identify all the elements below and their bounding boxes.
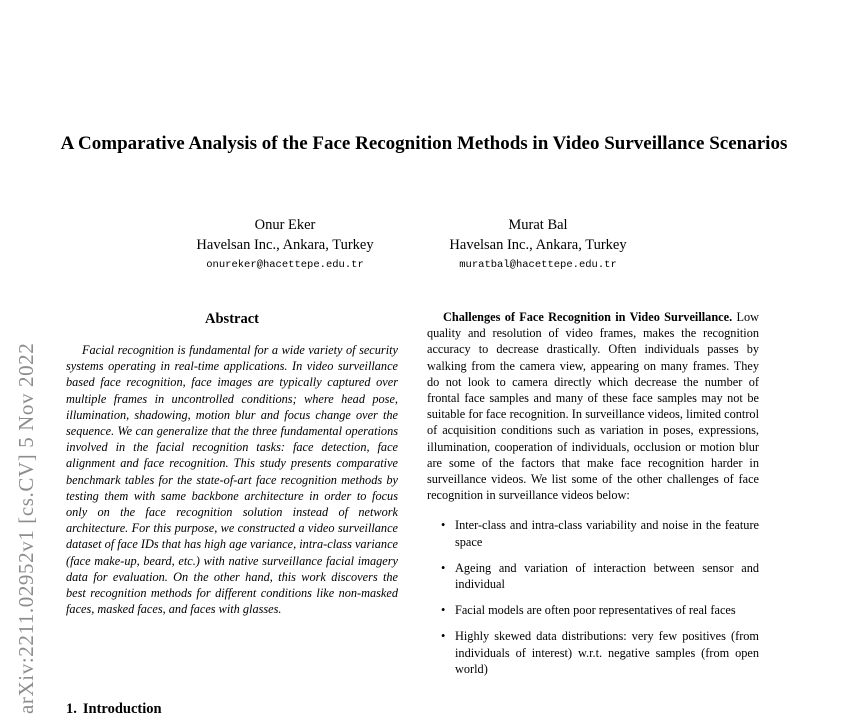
bullet-icon: • xyxy=(441,629,446,644)
left-column xyxy=(66,309,398,617)
author-affiliation: Havelsan Inc., Ankara, Turkey xyxy=(449,237,627,253)
section-title: Introduction xyxy=(82,701,162,717)
list-item xyxy=(427,560,759,592)
challenges-heading: Challenges of Face Recognition in Video Surveillance. xyxy=(443,310,733,324)
author-email: onureker@hacettepe.edu.tr xyxy=(206,259,364,271)
arxiv-stamp: arXiv:2211.02952v1 [cs.CV] 5 Nov 2022 xyxy=(14,342,38,714)
list-item-text: Ageing and variation of interaction between sensor and individual xyxy=(455,560,759,592)
author-name: Murat Bal xyxy=(508,217,568,233)
bullet-icon: • xyxy=(441,603,446,618)
section-number: 1. xyxy=(66,701,77,717)
bullet-icon: • xyxy=(441,518,446,533)
author-affiliation: Havelsan Inc., Ankara, Turkey xyxy=(196,237,374,253)
section-heading-introduction xyxy=(66,700,162,718)
list-item xyxy=(427,602,759,618)
author-block-2 xyxy=(413,216,663,275)
challenges-text: Low quality and resolution of video frames, makes the recognition accuracy to decrease drastically. Often individuals passes by walking from the camera view, appearing on many frames. They do not look to camera directly which decrease the number of frontal face samples and many of these face samples may not be suitable for face recognition. In surveillance videos, limited control of acquisition conditions such as variation in poses, expressions, illumination, cooperation of individuals, occlusion or motion blur are some of the factors that make face recognition harder in surveillance videos. We list some of the other challenges of face recognition in surveillance videos below: xyxy=(427,310,760,503)
list-item-text: Highly skewed data distributions: very few positives (from individuals of interest) w.r.t. negative samples (from open world) xyxy=(455,629,759,676)
challenges-paragraph xyxy=(427,309,759,503)
list-item-text: Inter-class and intra-class variability and noise in the feature space xyxy=(455,518,759,549)
author-email: muratbal@hacettepe.edu.tr xyxy=(459,259,617,271)
list-item xyxy=(427,628,759,677)
bullet-icon: • xyxy=(441,560,446,575)
author-name: Onur Eker xyxy=(254,217,316,233)
abstract-text: Facial recognition is fundamental for a wide variety of security systems operating in real-time applications. In video surveillance based face recognition, face images are typically captured over multiple frames in uncontrolled conditions; where head pose, illumination, shadowing, motion blur and focus change over the sequence. We can generalize that the three fundamental operations involved in the facial recognition tasks: face detection, face alignment and face recognition. This study presents comparative benchmark tables for the state-of-art face recognition methods by testing them with same backbone architecture in order to focus only on the face recognition solution instead of network architecture. For this purpose, we constructed a video surveillance dataset of face IDs that has high age variance, intra-class variance (face make-up, beard, etc.) with native surveillance facial imagery data for evaluation. On the other hand, this work discovers the best recognition methods for different conditions like non-masked faces, masked faces, and faces with glasses. xyxy=(66,343,398,617)
paper-title: A Comparative Analysis of the Face Recognition Methods in Video Surveillance Scenarios xyxy=(60,133,788,154)
right-column xyxy=(427,309,759,687)
list-item xyxy=(427,517,759,549)
author-block-1 xyxy=(160,216,410,275)
abstract-heading: Abstract xyxy=(205,311,259,327)
challenges-list xyxy=(427,517,759,677)
list-item-text: Facial models are often poor representatives of real faces xyxy=(455,603,736,618)
